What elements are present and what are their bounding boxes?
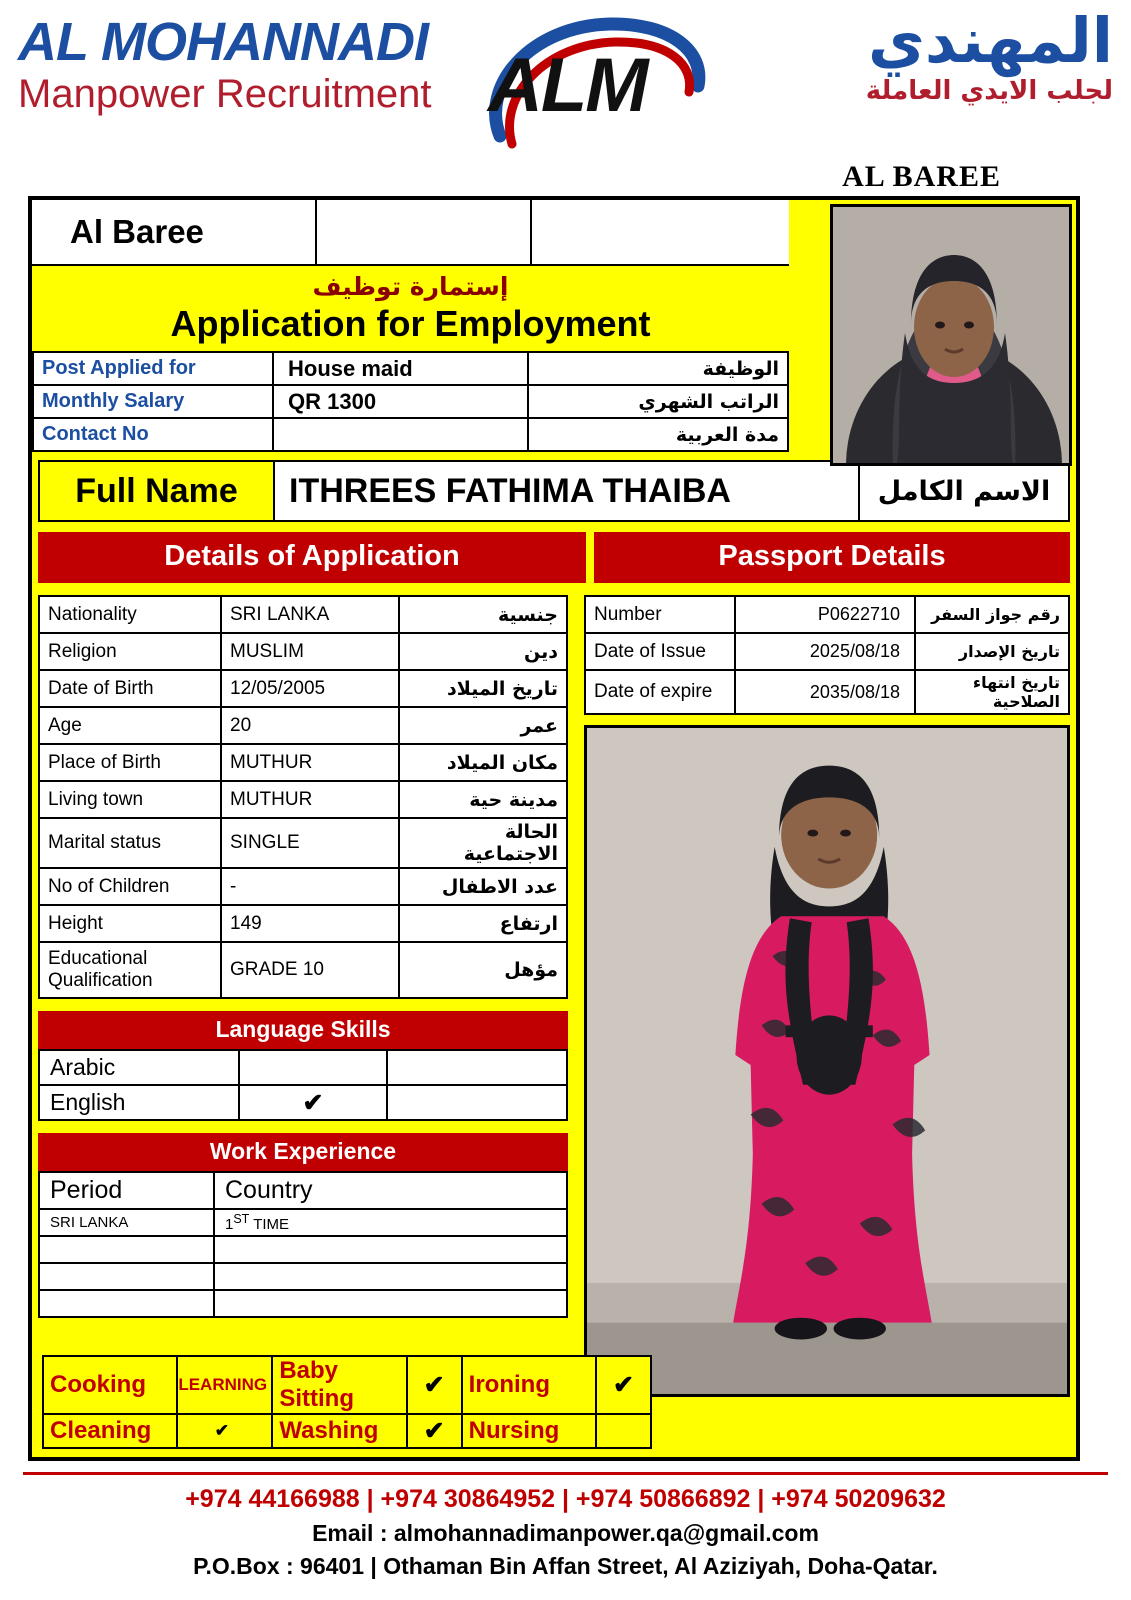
living-town-arabic: مدينة حية	[399, 781, 567, 818]
table-row	[39, 744, 567, 781]
table-row	[585, 633, 1069, 670]
language-english-mark: ✔	[239, 1085, 387, 1120]
age-arabic: عمر	[399, 707, 567, 744]
work-experience-table	[38, 1171, 568, 1318]
education-label: Educational Qualification	[39, 942, 221, 998]
dob-label: Date of Birth	[39, 670, 221, 707]
details-column	[38, 595, 568, 1397]
skill-cleaning-label: Cleaning	[43, 1414, 177, 1448]
contact-no-value	[273, 418, 528, 451]
table-row	[39, 905, 567, 942]
work-country-value-1: 1ST TIME	[214, 1209, 567, 1236]
nationality-arabic: جنسية	[399, 596, 567, 633]
section-header-bars	[38, 532, 1070, 583]
skill-nursing-mark	[596, 1414, 651, 1448]
place-of-birth-arabic: مكان الميلاد	[399, 744, 567, 781]
table-row	[39, 1209, 567, 1236]
post-applied-label: Post Applied for	[33, 352, 273, 385]
table-row	[39, 1050, 567, 1085]
language-arabic-blank	[387, 1050, 567, 1085]
form-title-block	[32, 266, 789, 345]
form-body	[38, 595, 1070, 1397]
skill-ironing-label: Ironing	[462, 1356, 596, 1414]
table-row	[39, 1085, 567, 1120]
marital-status-arabic: الحالة الاجتماعية	[399, 818, 567, 868]
living-town-value: MUTHUR	[221, 781, 399, 818]
applicant-details-table	[38, 595, 568, 999]
language-arabic-label: Arabic	[39, 1050, 239, 1085]
post-applied-arabic: الوظيفة	[528, 352, 788, 385]
table-row	[585, 596, 1069, 633]
language-english-blank	[387, 1085, 567, 1120]
passport-number-value: P0622710	[735, 596, 915, 633]
full-body-illustration	[587, 728, 1067, 1394]
religion-value: MUSLIM	[221, 633, 399, 670]
work-experience-header: Work Experience	[38, 1133, 568, 1171]
passport-expiry-value: 2035/08/18	[735, 670, 915, 714]
work-period-value-3	[39, 1263, 214, 1290]
footer-address: P.O.Box : 96401 | Othaman Bin Affan Street, Al Aziziyah, Doha-Qatar.	[193, 1553, 938, 1579]
agency-title: AL BAREE	[842, 160, 1001, 193]
skill-cleaning-mark: ✔	[177, 1414, 272, 1448]
contact-no-label: Contact No	[33, 418, 273, 451]
work-country-value-4	[214, 1290, 567, 1317]
height-arabic: ارتفاع	[399, 905, 567, 942]
skill-babysitting-mark: ✔	[407, 1356, 462, 1414]
agency-blank-cell-2	[532, 200, 789, 264]
skill-washing-label: Washing	[272, 1414, 406, 1448]
alm-logo-mark	[470, 10, 720, 150]
passport-section-header: Passport Details	[594, 532, 1070, 583]
marital-status-value: SINGLE	[221, 818, 399, 868]
education-arabic: مؤهل	[399, 942, 567, 998]
monthly-salary-value: QR 1300	[273, 385, 528, 418]
full-name-row	[38, 460, 1070, 522]
headshot-illustration	[833, 207, 1072, 466]
nationality-value: SRI LANKA	[221, 596, 399, 633]
dob-value: 12/05/2005	[221, 670, 399, 707]
table-row	[39, 868, 567, 905]
height-label: Height	[39, 905, 221, 942]
table-row	[39, 818, 567, 868]
agency-name-value: Al Baree	[32, 200, 317, 264]
children-arabic: عدد الاطفال	[399, 868, 567, 905]
passport-number-label: Number	[585, 596, 735, 633]
religion-arabic: دين	[399, 633, 567, 670]
table-row	[43, 1356, 651, 1414]
passport-details-table	[584, 595, 1070, 715]
skill-cooking-label: Cooking	[43, 1356, 177, 1414]
applicant-headshot-photo	[830, 204, 1072, 466]
work-period-column-header: Period	[39, 1172, 214, 1209]
skill-nursing-label: Nursing	[462, 1414, 596, 1448]
agency-name-box	[32, 200, 789, 266]
table-row	[39, 1290, 567, 1317]
passport-expiry-arabic: تاريخ انتهاء الصلاحية	[915, 670, 1069, 714]
alm-wordmark: ALM	[488, 43, 647, 128]
passport-issue-arabic: تاريخ الإصدار	[915, 633, 1069, 670]
full-name-arabic: الاسم الكامل	[860, 460, 1070, 522]
passport-column	[584, 595, 1070, 1397]
table-row	[39, 781, 567, 818]
full-name-label: Full Name	[38, 460, 273, 522]
work-country-value-2	[214, 1236, 567, 1263]
household-skills-section	[42, 1355, 652, 1449]
footer-divider	[23, 1472, 1108, 1475]
company-name-line1: AL MOHANNADI	[18, 12, 428, 72]
page-header	[0, 0, 1131, 193]
agency-blank-cell-1	[317, 200, 532, 264]
form-title-english: Application for Employment	[170, 303, 651, 344]
language-arabic-mark	[239, 1050, 387, 1085]
post-applied-table	[32, 351, 789, 452]
table-row	[585, 670, 1069, 714]
height-value: 149	[221, 905, 399, 942]
table-header-row	[39, 1172, 567, 1209]
table-row	[33, 385, 788, 418]
table-row	[33, 418, 788, 451]
work-period-value-1: SRI LANKA	[39, 1209, 214, 1236]
skill-ironing-mark: ✔	[596, 1356, 651, 1414]
table-row	[39, 1236, 567, 1263]
age-label: Age	[39, 707, 221, 744]
table-row	[39, 670, 567, 707]
page-footer	[0, 1472, 1131, 1580]
household-skills-table	[42, 1355, 652, 1449]
education-value: GRADE 10	[221, 942, 399, 998]
form-title-arabic: إستمارة توظيف	[312, 272, 509, 301]
company-name-arabic: المهندي	[868, 4, 1113, 77]
passport-number-arabic: رقم جواز السفر	[915, 596, 1069, 633]
place-of-birth-value: MUTHUR	[221, 744, 399, 781]
passport-expiry-label: Date of expire	[585, 670, 735, 714]
language-english-label: English	[39, 1085, 239, 1120]
table-row	[39, 707, 567, 744]
place-of-birth-label: Place of Birth	[39, 744, 221, 781]
religion-label: Religion	[39, 633, 221, 670]
table-row	[43, 1414, 651, 1448]
contact-no-arabic: مدة العربية	[528, 418, 788, 451]
passport-issue-value: 2025/08/18	[735, 633, 915, 670]
dob-arabic: تاريخ الميلاد	[399, 670, 567, 707]
work-period-value-4	[39, 1290, 214, 1317]
children-value: -	[221, 868, 399, 905]
applicant-full-body-photo	[584, 725, 1070, 1397]
company-tagline-arabic: لجلب الايدي العاملة	[865, 76, 1113, 106]
children-label: No of Children	[39, 868, 221, 905]
table-row	[39, 596, 567, 633]
company-name-line2: Manpower Recruitment	[18, 72, 432, 116]
language-skills-table	[38, 1049, 568, 1121]
full-name-value: ITHREES FATHIMA THAIBA	[273, 460, 860, 522]
table-row	[39, 1263, 567, 1290]
footer-phone-numbers: +974 44166988 | +974 30864952 | +974 50866892 | +974 50209632	[185, 1485, 946, 1513]
details-section-header: Details of Application	[38, 532, 586, 583]
marital-status-label: Marital status	[39, 818, 221, 868]
work-country-value-3	[214, 1263, 567, 1290]
work-country-column-header: Country	[214, 1172, 567, 1209]
age-value: 20	[221, 707, 399, 744]
company-logo-text	[18, 14, 488, 116]
post-applied-value: House maid	[273, 352, 528, 385]
skill-washing-mark: ✔	[407, 1414, 462, 1448]
monthly-salary-label: Monthly Salary	[33, 385, 273, 418]
company-logo-arabic	[733, 6, 1113, 106]
footer-email: Email : almohannadimanpower.qa@gmail.com	[312, 1520, 819, 1546]
nationality-label: Nationality	[39, 596, 221, 633]
table-row	[39, 633, 567, 670]
skill-babysitting-label: Baby Sitting	[272, 1356, 406, 1414]
work-period-value-2	[39, 1236, 214, 1263]
skill-cooking-note: LEARNING	[177, 1356, 272, 1414]
monthly-salary-arabic: الراتب الشهري	[528, 385, 788, 418]
table-row	[39, 942, 567, 998]
language-skills-header: Language Skills	[38, 1011, 568, 1049]
application-form-card	[28, 196, 1080, 1461]
passport-issue-label: Date of Issue	[585, 633, 735, 670]
living-town-label: Living town	[39, 781, 221, 818]
table-row	[33, 352, 788, 385]
